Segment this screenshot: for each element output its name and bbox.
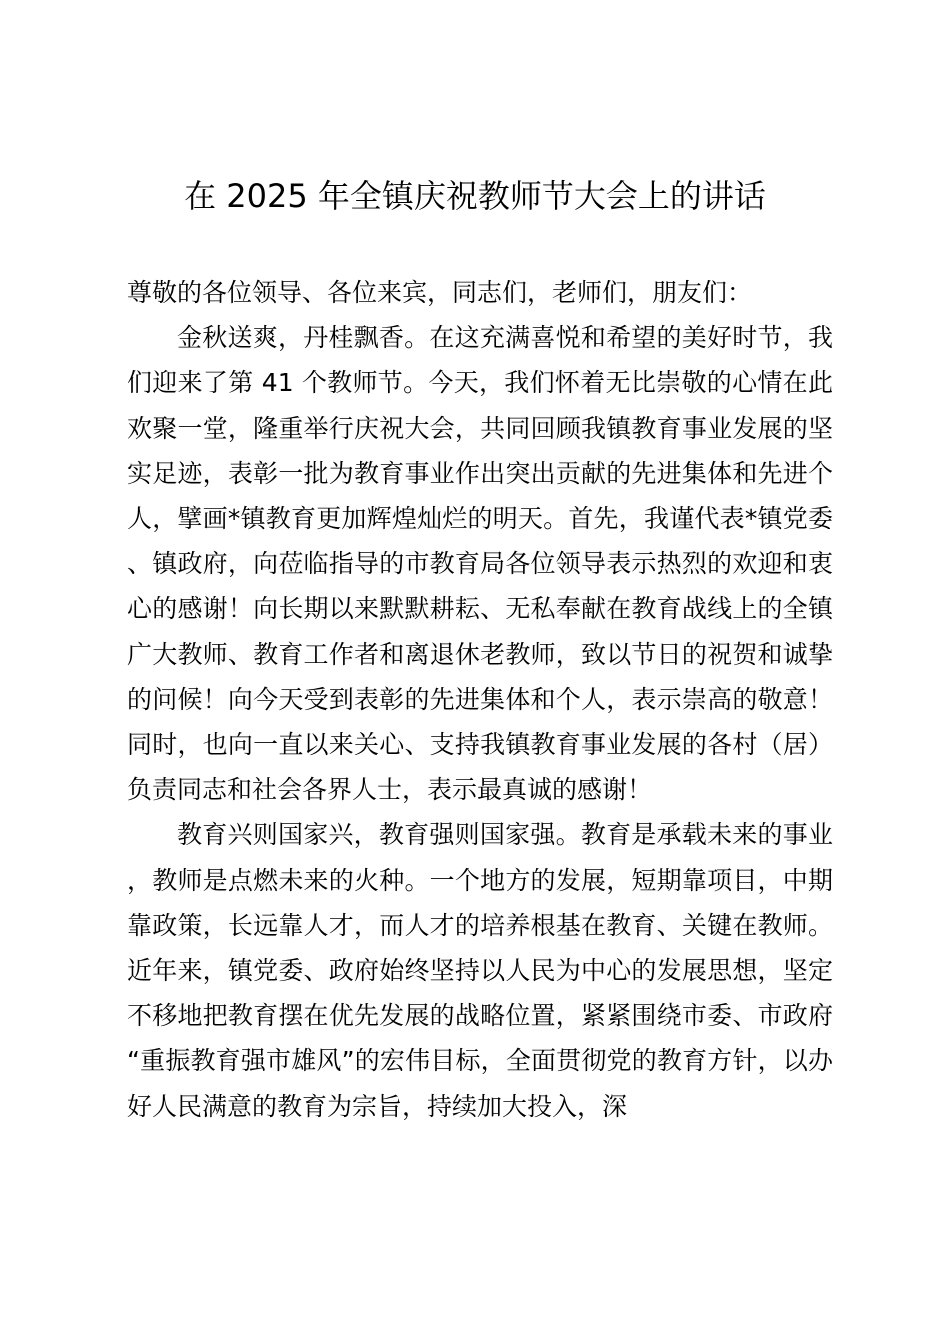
document-body (127, 270, 833, 1129)
salutation: 尊敬的各位领导、各位来宾，同志们，老师们，朋友们： (127, 278, 753, 307)
paragraph: 金秋送爽，丹桂飘香。在这充满喜悦和希望的美好时节，我们迎来了第 41 个教师节。今天，我们怀着无比崇敬的心情在此欢聚一堂，隆重举行庆祝大会，共同回顾我镇教育事业发展的坚实足迹，表彰一批为教育事业作出突出贡献的先进集体和先进个人，擘画*镇教育更加辉煌灿烂的明天。首先，我谨代表*镇党委、镇政府，向莅临指导的市教育局各位领导表示热烈的欢迎和衷心的感谢！向长期以来默默耕耘、无私奉献在教育战线上的全镇广大教师、教育工作者和离退休老教师，致以节日的祝贺和诚挚的问候！向今天受到表彰的先进集体和个人，表示崇高的敬意！同时，也向一直以来关心、支持我镇教育事业发展的各村（居）负责同志和社会各界人士，表示最真诚的感谢！ (127, 323, 833, 805)
paragraph: 教育兴则国家兴，教育强则国家强。教育是承载未来的事业，教师是点燃未来的火种。一个地方的发展，短期靠项目，中期靠政策，长远靠人才，而人才的培养根基在教育、关键在教师。近年来，镇党委、政府始终坚持以人民为中心的发展思想，坚定不移地把教育摆在优先发展的战略位置，紧紧围绕市委、市政府“重振教育强市雄风”的宏伟目标，全面贯彻党的教育方针，以办好人民满意的教育为宗旨，持续加大投入，深 (127, 820, 833, 1121)
document-title: 在 2025 年全镇庆祝教师节大会上的讲话 (184, 177, 766, 215)
